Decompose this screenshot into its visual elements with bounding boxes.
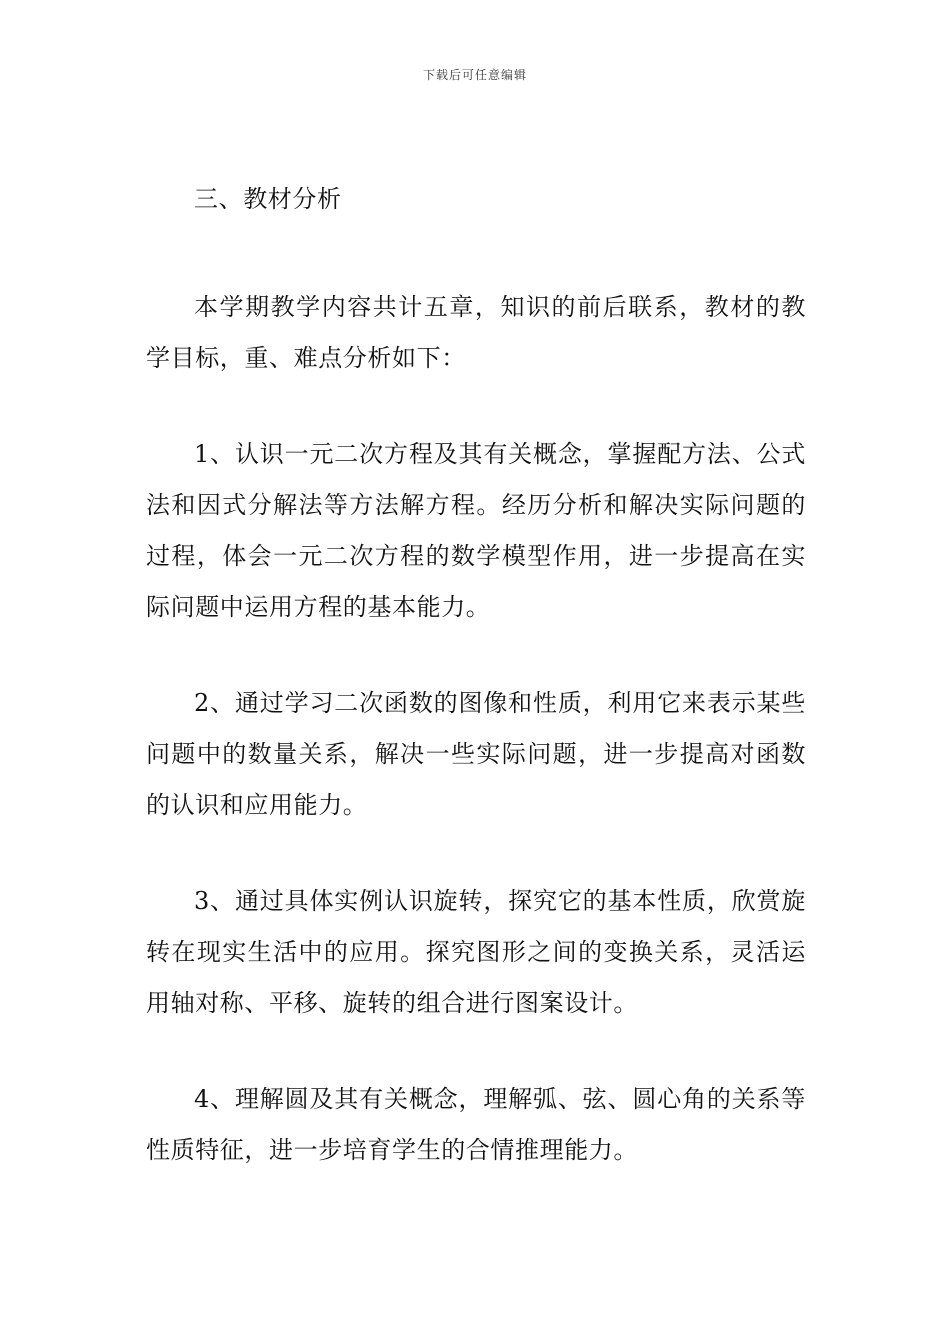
item-paragraph-3: 3、通过具体实例认识旋转，探究它的基本性质，欣赏旋转在现实生活中的应用。探究图形之间的变换关系，灵活运用轴对称、平移、旋转的组合进行图案设计。 <box>146 887 806 1017</box>
section-heading: 三、教材分析 <box>194 185 342 213</box>
item-paragraph-1: 1、认识一元二次方程及其有关概念，掌握配方法、公式法和因式分解法等方法解方程。经历分析和解决实际问题的过程，体会一元二次方程的数学模型作用，进一步提高在实际问题中运用方程的基本能力。 <box>146 440 806 621</box>
intro-paragraph: 本学期教学内容共计五章，知识的前后联系，教材的教学目标，重、难点分析如下： <box>146 293 806 372</box>
item-paragraph-4: 4、理解圆及其有关概念，理解弧、弦、圆心角的关系等性质特征，进一步培育学生的合情推理能力。 <box>146 1085 806 1164</box>
item-paragraph-2: 2、通过学习二次函数的图像和性质，利用它来表示某些问题中的数量关系，解决一些实际问题，进一步提高对函数的认识和应用能力。 <box>146 689 806 819</box>
document-body <box>146 178 806 1176</box>
header-note: 下载后可任意编辑 <box>422 68 527 82</box>
